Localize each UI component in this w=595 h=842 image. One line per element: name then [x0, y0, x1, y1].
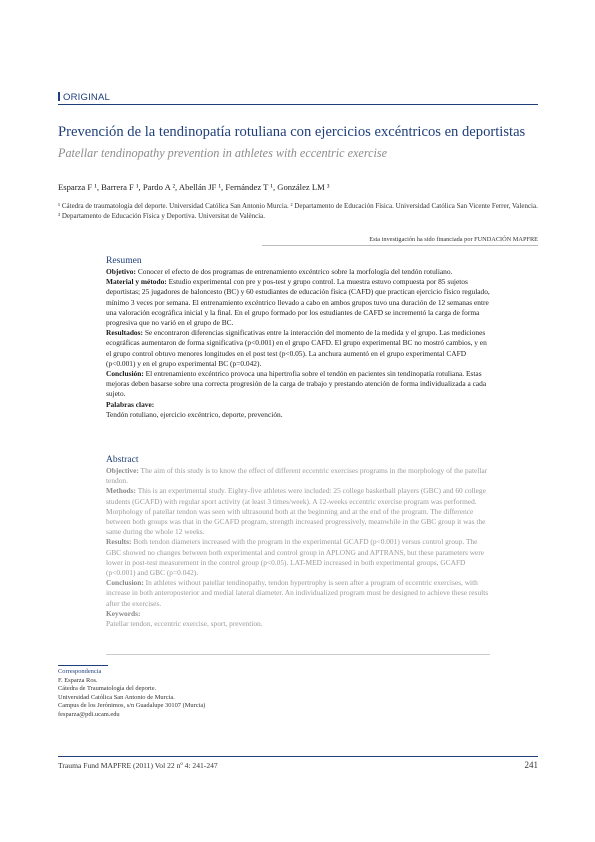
- label-palabras-clave: Palabras clave:: [106, 399, 155, 409]
- abstract-keywords: Patellar tendon, eccentric exercise, sport, prevention.: [106, 619, 263, 629]
- correspondence-title: Correspondencia: [58, 668, 102, 675]
- text-resultados: Se encontraron diferencias significativas entre la interacción del momento de la medida y el grupo. Las mediciones ecográficas aumentaron de forma significativa (p<0.001) en el grupo CAFD. El grupo experimental BC no mostró cambios, y en el grupo control obtuvo menores longitudes en el post test (p<0.05). La anchura aumentó en el grupo experimental CAFD (p<0.001) y en el grupo experimental BC (p=0.042).: [106, 328, 487, 368]
- resumen-resultados: [106, 328, 490, 369]
- label-resultados: Resultados:: [106, 328, 143, 338]
- correspondence-line: Campus de los Jerónimos, s/n Guadalupe 30107 (Murcia): [58, 702, 206, 710]
- text-methods: This is an experimental study. Eighty-five athletes were included: 25 college basketball players (GBC) and 60 college students (GCAFD) with regular sport activity (at least 3 times/week). A 12-weeks eccentric exercise program was performed. Morphology of patellar tendon was seen with ultrasound both at the beginning and at the end of the program. The difference between both groups was that in the GCAFD program, strength increased progressively, meanwhile in the GBC group it was the same during the whole 12 weeks.: [106, 486, 486, 537]
- resumen-material: [106, 277, 490, 328]
- footer-rule: [58, 756, 538, 757]
- abstract-heading: Abstract: [106, 454, 139, 465]
- label-keywords: Keywords:: [106, 608, 141, 618]
- header-rule: [58, 104, 538, 105]
- label-conclusion: Conclusión:: [106, 369, 144, 379]
- resumen-conclusion: [106, 369, 490, 400]
- abstract-rule: [106, 654, 490, 655]
- text-conclusion: El entrenamiento excéntrico provoca una hipertrofia sobre el tendón en pacientes sin tendinopatía rotuliana. Estas mejoras deben basarse sobre una correcta progresión de la carga de trabajo y prestando atención de forma individualizada a cada sujeto.: [106, 369, 487, 399]
- abstract-keywords-label: [106, 609, 490, 619]
- funding-note: Esta investigación ha sido financiada por FUNDACIÓN MAPFRE: [369, 236, 538, 243]
- correspondence-line: F. Esparza Ros.: [58, 676, 98, 684]
- text-objective: The aim of this study is to know the effect of different eccentric exercises programs in the morphology of the patellar tendon.: [106, 466, 488, 486]
- abstract-conclusion: [106, 578, 490, 609]
- page-number: 241: [524, 760, 538, 770]
- resumen-keywords: Tendón rotuliano, ejercicio excéntrico, deporte, prevención.: [106, 409, 283, 419]
- section-tag-label: ORIGINAL: [63, 92, 110, 103]
- affiliations: ¹ Cátedra de traumatología del deporte. Universidad Católica San Antonio Murcia. ² Departamento de Educación Física. Universidad Católica San Vicente Ferrer, Valencia. ³ Departamento de Educación Física y Deportiva. Universitat de València.: [58, 202, 538, 220]
- correspondence: [58, 668, 358, 720]
- label-results: Results:: [106, 537, 132, 547]
- text-conclusion-en: In athletes without patellar tendinopathy, tendon hypertrophy is seen after a program of eccentric exercises, with increase in both anteroposterior and medial lateral diameter. An individualized program must be designed to achieve these results after the exercises.: [106, 578, 489, 608]
- author-list: Esparza F ¹, Barrera F ¹, Pardo A ², Abellán JF ¹, Fernández T ¹, González LM ³: [58, 182, 330, 192]
- resumen-body: [106, 267, 490, 420]
- journal-citation: Trauma Fund MAPFRE (2011) Vol 22 nº 4: 241-247: [58, 761, 218, 770]
- section-tag: [58, 92, 110, 103]
- label-methods: Methods:: [106, 486, 136, 496]
- correspondence-line: Cátedra de Traumatología del deporte.: [58, 685, 157, 693]
- section-tag-bar: [58, 92, 60, 101]
- correspondence-line: Universidad Católica San Antonio de Murcia.: [58, 693, 175, 701]
- resumen-objetivo: [106, 267, 490, 277]
- resumen-heading: Resumen: [106, 255, 142, 266]
- abstract-results: [106, 537, 490, 578]
- correspondence-rule: [58, 665, 108, 666]
- label-objetivo: Objetivo:: [106, 267, 136, 276]
- abstract-objective: [106, 466, 490, 486]
- abstract-body: [106, 466, 490, 629]
- article-subtitle: Patellar tendinopathy prevention in athletes with eccentric exercise: [58, 146, 388, 160]
- correspondence-email[interactable]: fesparza@pdi.ucam.edu: [58, 710, 120, 718]
- text-results: Both tendon diameters increased with the program in the experimental GCAFD (p<0.001) versus control group. The GBC showed no changes between both experimental and control group in APLONG and APTRANS, but these parameters were lower in post-test measurement in the control group (p<0.05). LAT-MED increased in both experimental groups, GCAFD (p<0.001) and GBC (p=0.042).: [106, 537, 485, 578]
- label-conclusion-en: Conclusion:: [106, 578, 144, 588]
- label-material: Material y método:: [106, 277, 167, 287]
- resumen-keywords-label: [106, 400, 490, 410]
- article-title: Prevención de la tendinopatía rotuliana con ejercicios excéntricos en deportistas: [58, 124, 526, 140]
- text-material: Estudio experimental con pre y pos-test y grupo control. La muestra estuvo compuesta por 85 sujetos deportistas; 25 jugadores de baloncesto (BC) y 60 estudiantes de educación física (CAFD) que practican ejercicio físico regulado, mínimo 3 veces por semana. El entrenamiento excéntrico llevado a cabo en ambos grupos tuvo una duración de 12 semanas entre una valoración ecográfica inicial y la final. En el grupo formado por los estudiantes de CAFD se incrementó la carga de forma progresiva que no varió en el grupo de BC.: [106, 277, 490, 328]
- abstract-methods: [106, 486, 490, 537]
- text-objetivo: Conocer el efecto de dos programas de entrenamiento excéntrico sobre la morfología del tendón rotuliano.: [135, 267, 453, 276]
- funding-rule: [262, 245, 538, 246]
- label-objective: Objective:: [106, 466, 139, 475]
